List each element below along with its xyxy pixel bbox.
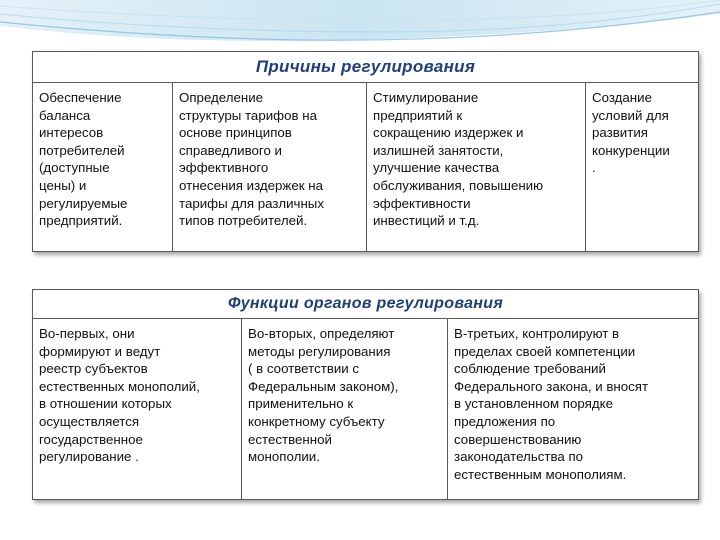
functions-cell-1: Во-первых, они формируют и ведут реестр субъектов естественных монополий, в отношении которых осуществляется государственное регулирование . <box>33 319 242 499</box>
reasons-cell-2: Определение структуры тарифов на основе принципов справедливого и эффективного отнесения издержек на тарифы для различных типов потребителей. <box>173 83 367 251</box>
reasons-panel <box>32 51 699 252</box>
reasons-title: Причины регулирования <box>33 52 698 83</box>
functions-title: Функции органов регулирования <box>33 290 698 319</box>
reasons-cell-4: Создание условий для развития конкуренции . <box>592 90 670 176</box>
functions-cell-3: В-третьих, контролируют в пределах своей компетенции соблюдение требований Федерального закона, и вносят в установленном порядке предложения по совершенствованию законодательства по естественным монополиям. <box>454 326 649 482</box>
functions-columns <box>33 319 698 499</box>
reasons-cell-1: Обеспечение баланса интересов потребителей (доступные цены) и регулируемые предприятий. <box>33 83 173 251</box>
reasons-columns <box>33 83 698 251</box>
functions-cell-2: Во-вторых, определяют методы регулирования ( в соответствии с Федеральным законом), применительно к конкретному субъекту естественной монополии. <box>242 319 448 499</box>
reasons-cell-3: Стимулирование предприятий к сокращению издержек и излишней занятости, улучшение качества обслуживания, повышению эффективности инвестиций и т.д. <box>367 83 586 251</box>
functions-panel <box>32 289 699 500</box>
